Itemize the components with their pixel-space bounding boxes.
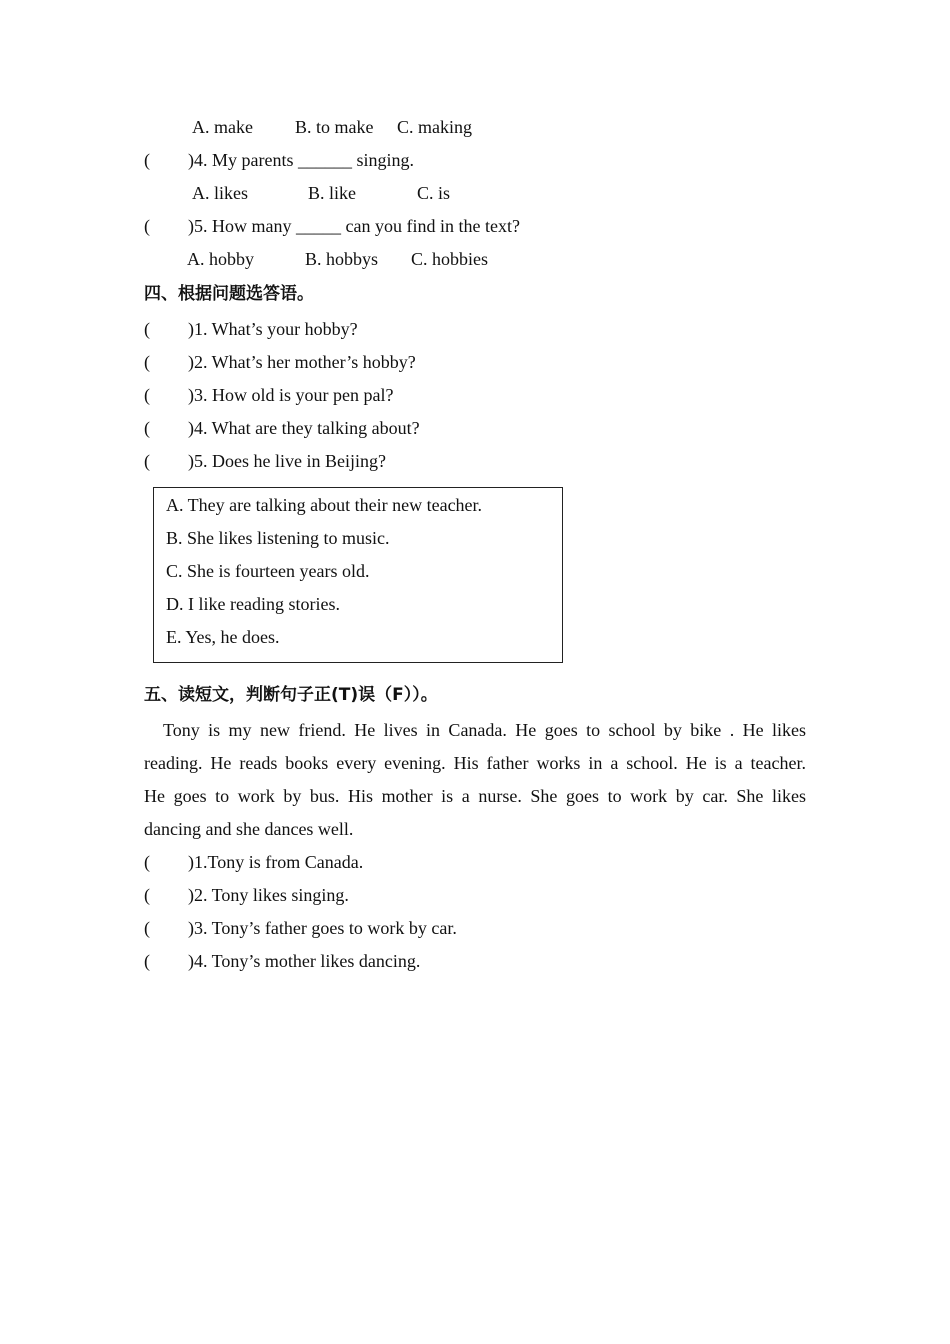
s5-question-3 [144,917,457,939]
passage-line-4: dancing and she dances well. [144,819,354,839]
q4-option-a: A. likes [192,183,248,203]
answer-paren: ( [144,951,150,971]
section5-heading: 五、读短文，判断句子正(T)误（F））。 [144,685,438,705]
s4-question-text: )4. What are they talking about? [188,418,420,438]
answer-choice-e: E. Yes, he does. [166,627,280,647]
q4-text: )4. My parents ______ singing. [188,150,414,170]
answer-choice-b: B. She likes listening to music. [166,528,390,548]
s5-question-text: )3. Tony’s father goes to work by car. [188,918,457,938]
s4-question-5 [144,450,386,472]
section4-heading: 四、根据问题选答语。 [144,284,314,304]
q5-options [187,248,488,270]
s5-question-text: )4. Tony’s mother likes dancing. [188,951,421,971]
q4-question [144,149,414,171]
s5-question-2 [144,884,349,906]
q4-options [192,182,450,204]
passage-line-3: He goes to work by bus. His mother is a nurse. She goes to work by car. She likes [144,786,806,806]
answer-choices-box [153,487,563,663]
q5-question [144,215,520,237]
answer-paren: ( [144,918,150,938]
answer-choice-d: D. I like reading stories. [166,594,340,614]
q5-option-c: C. hobbies [411,249,489,269]
answer-paren: ( [144,352,150,372]
s4-question-text: )1. What’s your hobby? [188,319,358,339]
s5-question-text: )1.Tony is from Canada. [188,852,364,872]
s4-question-3 [144,384,393,406]
answer-paren: ( [144,852,150,872]
q3-options [192,116,472,138]
answer-paren: ( [144,885,150,905]
answer-paren: ( [144,319,150,339]
q3-option-b: B. to make [295,117,374,137]
answer-paren: ( [144,216,150,236]
q5-option-a: A. hobby [187,249,254,269]
s4-question-4 [144,417,420,439]
answer-choice-a: A. They are talking about their new teacher. [166,495,483,515]
answer-paren: ( [144,385,150,405]
q5-option-b: B. hobbys [305,249,379,269]
s4-question-text: )5. Does he live in Beijing? [188,451,386,471]
s4-question-2 [144,351,416,373]
q5-text: )5. How many _____ can you find in the text? [188,216,520,236]
s4-question-text: )3. How old is your pen pal? [188,385,394,405]
s5-question-text: )2. Tony likes singing. [188,885,349,905]
s5-question-4 [144,950,420,972]
answer-choice-c: C. She is fourteen years old. [166,561,370,581]
s4-question-1 [144,318,358,340]
s4-question-text: )2. What’s her mother’s hobby? [188,352,416,372]
q3-option-c: C. making [397,117,472,137]
s5-question-1 [144,851,363,873]
q4-option-c: C. is [417,183,451,203]
passage-line-1: Tony is my new friend. He lives in Canada. He goes to school by bike . He likes [163,720,806,740]
q4-option-b: B. like [308,183,356,203]
answer-paren: ( [144,150,150,170]
answer-paren: ( [144,418,150,438]
answer-paren: ( [144,451,150,471]
q3-option-a: A. make [192,117,253,137]
passage-line-2: reading. He reads books every evening. His father works in a school. He is a teacher. [144,753,806,773]
